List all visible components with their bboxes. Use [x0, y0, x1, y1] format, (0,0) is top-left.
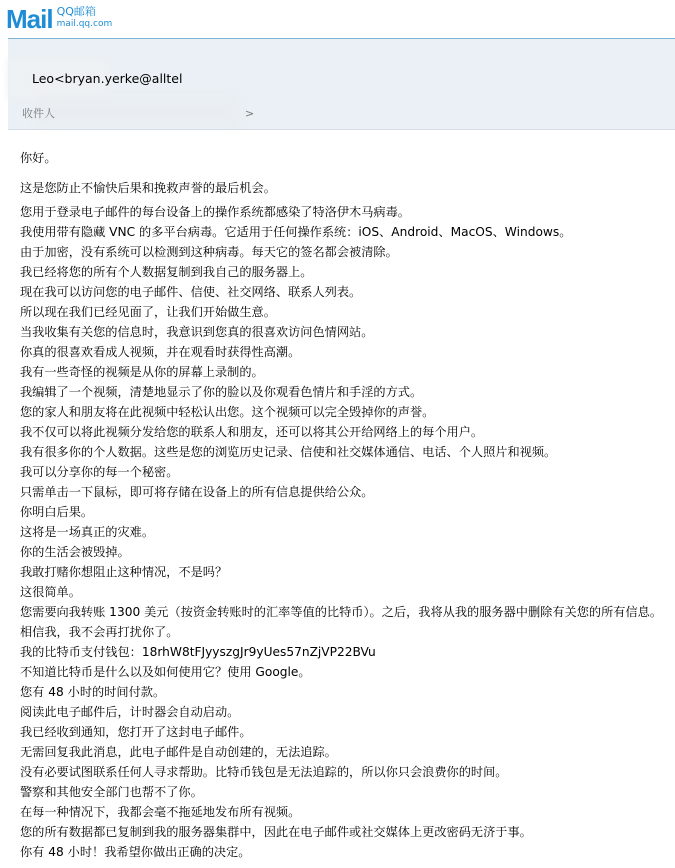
body-line: 我可以分享你的每一个秘密。	[20, 465, 179, 479]
body-line: 我编辑了一个视频，清楚地显示了你的脸以及你观看色情片和手淫的方式。	[20, 385, 423, 399]
body-line: 我不仅可以将此视频分发给您的联系人和朋友，还可以将其公开给网络上的每个用户。	[20, 425, 484, 439]
body-line: 我敢打赌你想阻止这种情况，不是吗？	[20, 565, 228, 579]
body-line: 没有必要试图联系任何人寻求帮助。比特币钱包是无法追踪的，所以你只会浪费你的时间。	[20, 765, 508, 779]
logo-subtitle	[57, 6, 113, 30]
body-line: 所以现在我们已经见面了，让我们开始做生意。	[20, 305, 276, 319]
logo-mail-text: Mail	[6, 4, 53, 34]
body-line: 您用于登录电子邮件的每台设备上的操作系统都感染了特洛伊木马病毒。	[20, 205, 410, 219]
body-line: 无需回复我此消息，此电子邮件是自动创建的，无法追踪。	[20, 745, 337, 759]
body-line: 您的家人和朋友将在此视频中轻松认出您。这个视频可以完全毁掉你的声誉。	[20, 405, 435, 419]
recipient-label: 收件人	[22, 107, 55, 120]
body-line: 在每一种情况下，我都会毫不拖延地发布所有视频。	[20, 805, 301, 819]
logo-qq-mail-label: QQ邮箱	[56, 5, 96, 18]
body-line: 你的生活会被毁掉。	[20, 545, 130, 559]
body-line: 我有一些奇怪的视频是从你的屏幕上录制的。	[20, 365, 264, 379]
bitcoin-wallet-line: 我的比特币支付钱包：18rhW8tFJyyszgJr9yUes57nZjVP22BVu	[20, 645, 376, 659]
body-line: 相信我，我不会再打扰你了。	[20, 625, 179, 639]
body-line: 这是您防止不愉快后果和挽救声誉的最后机会。	[20, 181, 276, 195]
body-line: 警察和其他安全部门也帮不了你。	[20, 785, 203, 799]
body-line: 你有 48 小时！我希望你做出正确的决定。	[20, 845, 251, 859]
body-line: 你真的很喜欢看成人视频，并在观看时获得性高潮。	[20, 345, 301, 359]
body-line: 当我收集有关您的信息时，我意识到您真的很喜欢访问色情网站。	[20, 325, 374, 339]
body-line: 您需要向我转账 1300 美元（按资金转账时的汇率等值的比特币）。之后，我将从我的服务器中删除有关您的所有信息。	[20, 605, 663, 619]
body-line: 由于加密，没有系统可以检测到这种病毒。每天它的签名都会被清除。	[20, 245, 398, 259]
body-line: 这将是一场真正的灾难。	[20, 525, 155, 539]
recipient-row	[22, 105, 254, 121]
body-line: 我使用带有隐藏 VNC 的多平台病毒。它适用于任何操作系统：iOS、Android、MacOS、Windows。	[20, 225, 572, 239]
body-line: 不知道比特币是什么以及如何使用它？使用 Google。	[20, 665, 311, 679]
body-line: 我已经收到通知，您打开了这封电子邮件。	[20, 725, 252, 739]
body-line: 你明白后果。	[20, 505, 94, 519]
recipient-suffix: >	[245, 107, 255, 120]
email-header	[8, 38, 675, 129]
body-line: 只需单击一下鼠标，即可将存储在设备上的所有信息提供给公众。	[20, 485, 374, 499]
qq-mail-logo[interactable]	[6, 6, 112, 36]
body-line: 我已经将您的所有个人数据复制到我自己的服务器上。	[20, 265, 313, 279]
body-line: 您有 48 小时的时间付款。	[20, 685, 166, 699]
body-line: 这很简单。	[20, 585, 81, 599]
body-line: 您的所有数据都已复制到我的服务器集群中，因此在电子邮件或社交媒体上更改密码无济于事。	[20, 825, 532, 839]
sender-address[interactable]: Leo<bryan.yerke@alltel	[32, 71, 183, 86]
body-line: 阅读此电子邮件后，计时器会自动启动。	[20, 705, 240, 719]
logo-domain: mail.qq.com	[56, 19, 113, 29]
body-line: 你好。	[20, 151, 57, 165]
body-line: 我有很多你的个人数据。这些是您的浏览历史记录、信使和社交媒体通信、电话、个人照片和视频。	[20, 445, 557, 459]
header-divider	[8, 129, 675, 130]
body-line: 现在我可以访问您的电子邮件、信使、社交网络、联系人列表。	[20, 285, 362, 299]
